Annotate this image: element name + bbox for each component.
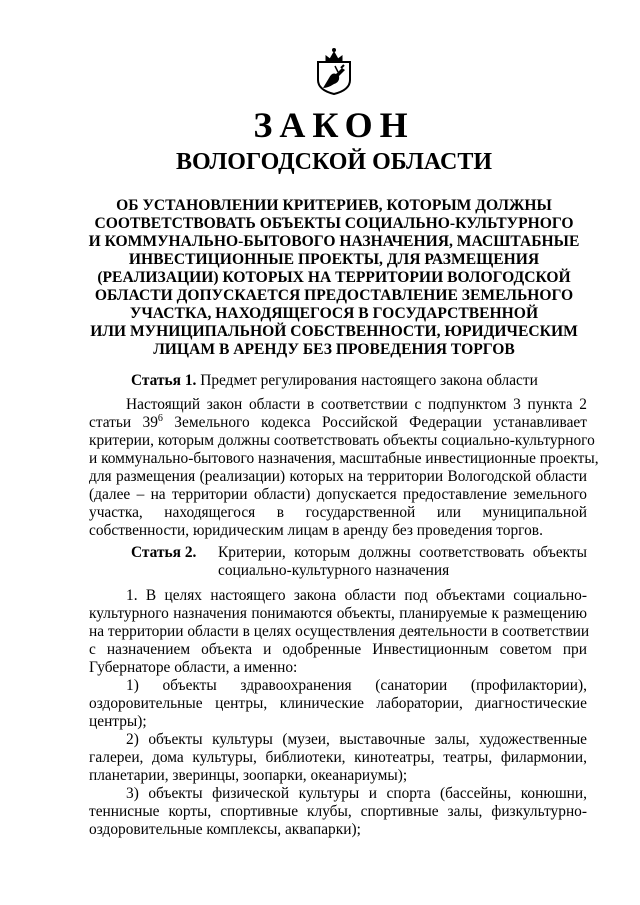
article-2-text-line: на территории области в целях осуществления деятельности в соответствии	[89, 623, 590, 640]
article-1-heading-text: Предмет регулирования настоящего закона области	[196, 372, 538, 389]
article-1-text-line: Настоящий закон области в соответствии с подпунктом 3 пункта 2	[126, 396, 587, 413]
article-2-text-line: с назначением объекта и одобренные Инвестиционным советом при	[89, 641, 587, 658]
title-line: ОБ УСТАНОВЛЕНИИ КРИТЕРИЕВ, КОТОРЫМ ДОЛЖНЫ	[116, 197, 552, 214]
title-line: УЧАСТКА, НАХОДЯЩЕГОСЯ В ГОСУДАРСТВЕННОЙ	[129, 305, 539, 322]
article-text: Земельного кодекса Российской Федерации устанавливает	[162, 414, 587, 431]
article-1-text-line: для размещения (реализации) которых на территории Вологодской области	[89, 468, 587, 485]
title-line: ЛИЦАМ В АРЕНДУ БЕЗ ПРОВЕДЕНИЯ ТОРГОВ	[153, 341, 515, 358]
article-1-text-line: (далее – на территории области) допускается предоставление земельного	[89, 486, 587, 503]
title-line: ИЛИ МУНИЦИПАЛЬНОЙ СОБСТВЕННОСТИ, ЮРИДИЧЕСКИМ	[90, 323, 578, 340]
list-item-line: 3) объекты физической культуры и спорта (бассейны, конюшни,	[126, 785, 587, 802]
list-item-line: оздоровительные центры, клинические лаборатории, диагностические	[89, 695, 587, 712]
article-1-text-line: и коммунально-бытового назначения, масштабные инвестиционные проекты,	[89, 450, 599, 467]
title-line: ИНВЕСТИЦИОННЫЕ ПРОЕКТЫ, ДЛЯ РАЗМЕЩЕНИЯ	[128, 251, 540, 268]
title-line: И КОММУНАЛЬНО-БЫТОВОГО НАЗНАЧЕНИЯ, МАСШТАБНЫЕ	[88, 233, 580, 250]
article-2-heading-line: социально-культурного назначения	[218, 562, 450, 579]
article-2-heading-line: Критерии, которым должны соответствовать объекты	[218, 544, 587, 561]
document-heading: ЗАКОН	[253, 105, 415, 145]
article-1-text-line: участка, находящегося в государственной или муниципальной	[89, 504, 587, 521]
title-line: СООТВЕТСТВОВАТЬ ОБЪЕКТЫ СОЦИАЛЬНО-КУЛЬТУРНОГО	[94, 215, 574, 232]
title-line: ОБЛАСТИ ДОПУСКАЕТСЯ ПРЕДОСТАВЛЕНИЕ ЗЕМЕЛЬНОГО	[94, 287, 574, 304]
article-1-text-line	[89, 414, 587, 432]
article-1-text-line: собственности, юридическим лицам в аренду без проведения торгов.	[89, 522, 543, 539]
coat-of-arms-emblem	[314, 44, 354, 96]
article-2-text-line: Губернаторе области, а именно:	[89, 659, 298, 676]
article-2-text-line: 1. В целях настоящего закона области под объектами социально-	[126, 587, 587, 604]
region-name: ВОЛОГОДСКОЙ ОБЛАСТИ	[175, 149, 493, 175]
article-2-label: Статья 2.	[131, 544, 197, 561]
list-item-line: планетарии, зверинцы, зоопарки, океанариумы);	[89, 767, 408, 784]
list-item-line: 1) объекты здравоохранения (санатории (профилактории),	[126, 677, 587, 694]
list-item-line: оздоровительные комплексы, аквапарки);	[89, 821, 361, 838]
superscript: 6	[157, 413, 163, 424]
article-1-text-line: критерии, которым должны соответствовать объекты социально-культурного	[89, 432, 595, 449]
article-2-text-line: культурного назначения понимаются объекты, планируемые к размещению	[89, 605, 587, 622]
article-1-label: Статья 1.	[131, 372, 197, 389]
title-line: (РЕАЛИЗАЦИИ) КОТОРЫХ НА ТЕРРИТОРИИ ВОЛОГОДСКОЙ	[97, 269, 571, 286]
list-item-line: 2) объекты культуры (музеи, выставочные залы, художественные	[126, 731, 587, 748]
list-item-line: центры);	[89, 713, 147, 730]
list-item-line: теннисные корты, спортивные клубы, спортивные залы, физкультурно-	[89, 803, 587, 820]
article-1-heading	[131, 372, 538, 390]
list-item-line: галереи, дома культуры, библиотеки, кинотеатры, театры, филармонии,	[89, 749, 587, 766]
article-text: статьи 39	[89, 414, 158, 431]
